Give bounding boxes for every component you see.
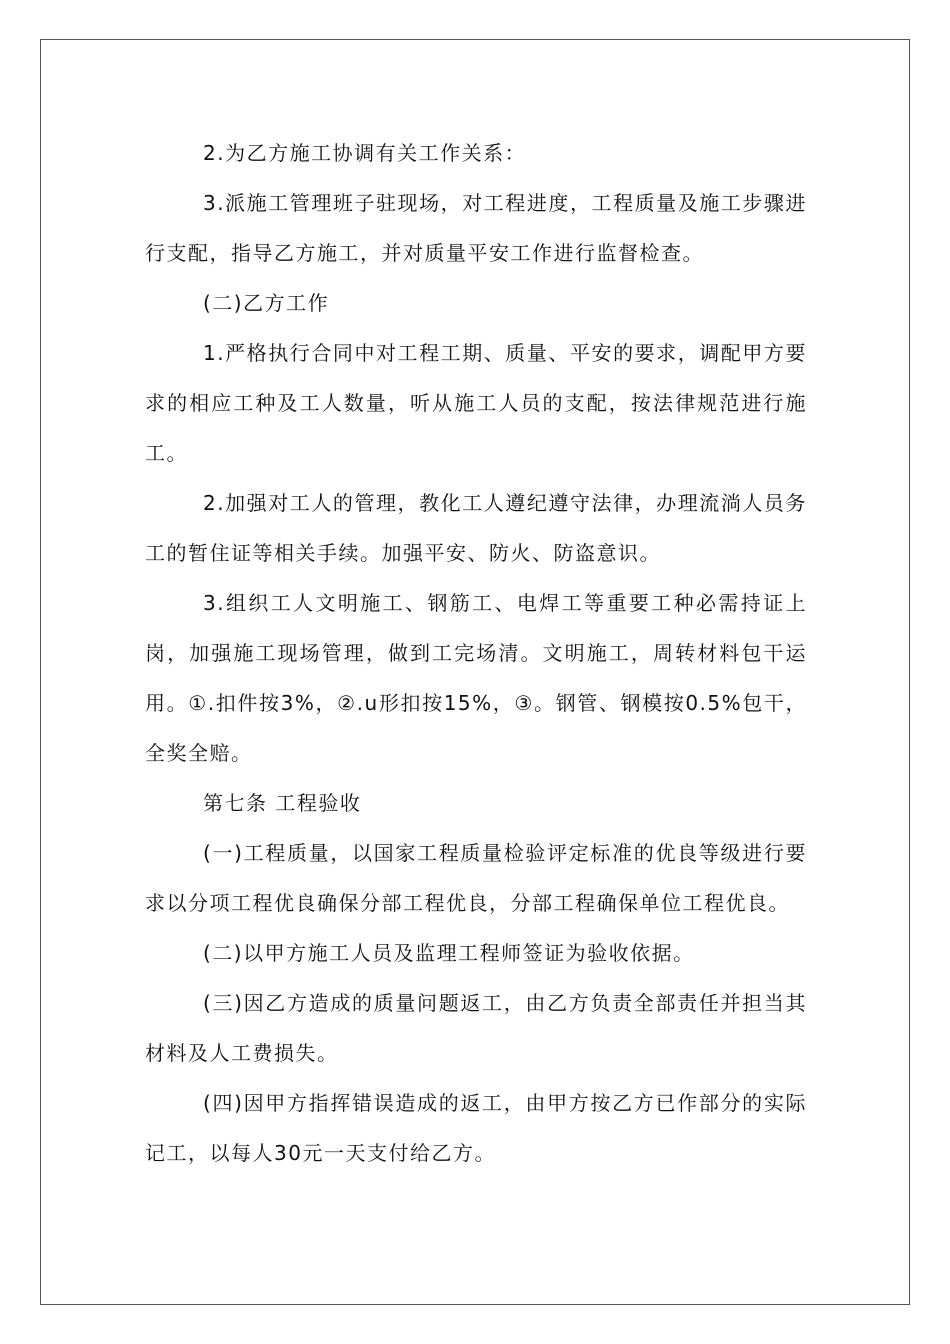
paragraph-party-a-rework: (四)因甲方指挥错误造成的返工，由甲方按乙方已作部分的实际记工，以每人30元一天支付给乙方。 [145,1091,807,1165]
paragraph-worker-management: 2.加强对工人的管理，教化工人遵纪遵守法律，办理流淌人员务工的暂住证等相关手续。加强平安、防火、防盗意识。 [145,491,807,565]
paragraph-quality-standard: (一)工程质量，以国家工程质量检验评定标准的优良等级进行要求以分项工程优良确保分部工程优良，分部工程确保单位工程优良。 [145,841,807,915]
paragraph-civilized-construction: 3.组织工人文明施工、钢筋工、电焊工等重要工种必需持证上岗，加强施工现场管理，做到工完场清。文明施工，周转材料包干运用。①.扣件按3%，②.u形扣按15%，③。钢管、钢模按0.5%包干，全奖全赔。 [145,591,807,765]
section-heading-party-b-work: (二)乙方工作 [203,291,330,315]
article-heading-acceptance: 第七条 工程验收 [203,791,362,815]
paragraph-party-b-rework: (三)因乙方造成的质量问题返工，由乙方负责全部责任并担当其材料及人工费损失。 [145,991,807,1065]
paragraph-coordinate-relations: 2.为乙方施工协调有关工作关系： [203,141,527,165]
paragraph-acceptance-basis: (二)以甲方施工人员及监理工程师签证为验收依据。 [203,941,695,965]
paragraph-site-management: 3.派施工管理班子驻现场，对工程进度，工程质量及施工步骤进行支配，指导乙方施工，并对质量平安工作进行监督检查。 [145,191,807,265]
paragraph-strict-execution: 1.严格执行合同中对工程工期、质量、平安的要求，调配甲方要求的相应工种及工人数量，听从施工人员的支配，按法律规范进行施工。 [145,341,807,465]
document-body [145,128,807,1178]
